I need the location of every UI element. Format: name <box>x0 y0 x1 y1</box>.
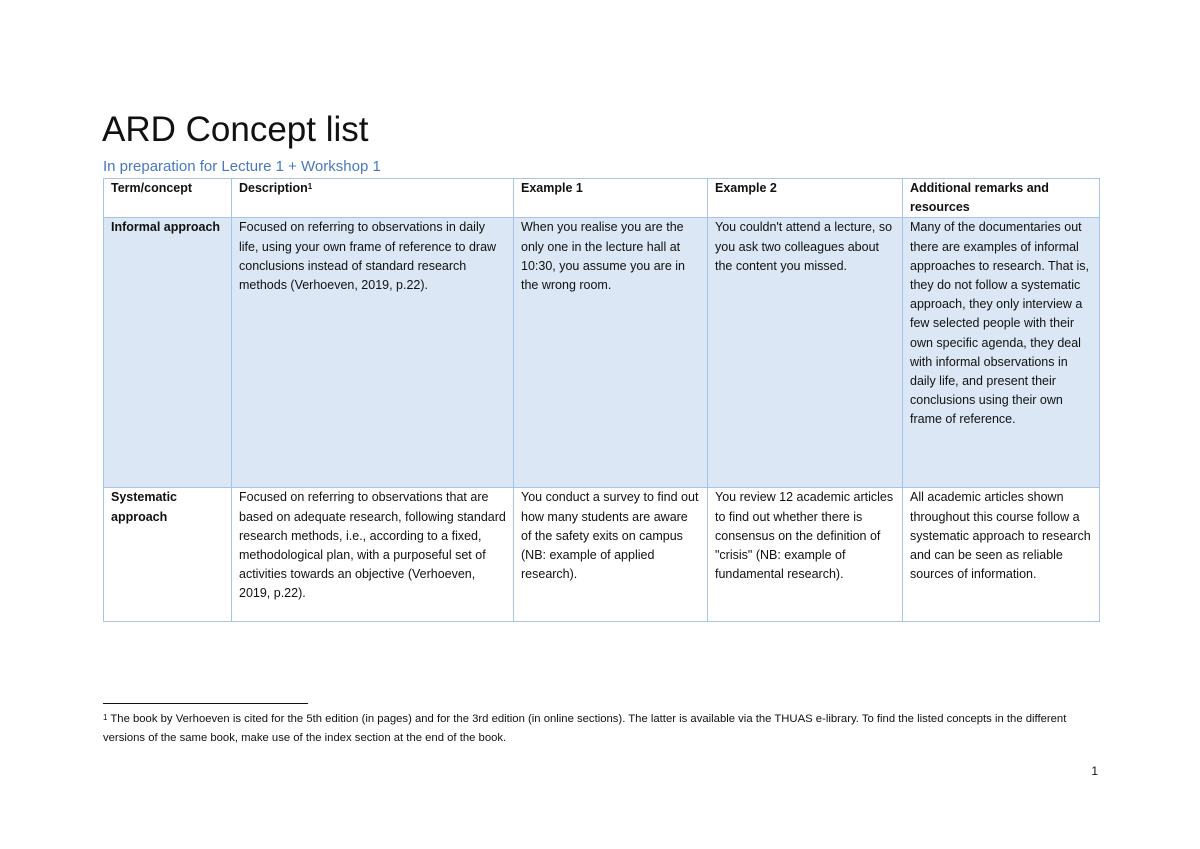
row-remarks: All academic articles shown throughout this course follow a systematic approach to research and can be seen as reliable sources of information. <box>903 488 1100 622</box>
header-remarks <box>903 179 1100 218</box>
page-title: ARD Concept list <box>102 110 369 149</box>
header-term-label: Term/concept <box>111 181 193 195</box>
header-description <box>232 179 514 218</box>
page-subtitle: In preparation for Lecture 1 + Workshop 1 <box>103 158 381 175</box>
header-remarks-label: Additional remarks and resources <box>910 181 1049 215</box>
row-example-1: You conduct a survey to find out how many students are aware of the safety exits on campus (NB: example of applied research). <box>514 488 708 622</box>
footnote <box>103 710 1093 748</box>
row-example-1: When you realise you are the only one in the lecture hall at 10:30, you assume you are in the wrong room. <box>514 218 708 488</box>
row-description: Focused on referring to observations that are based on adequate research, following standard research methods, i.e., according to a fixed, methodological plan, with a purposeful set of activities towards an objective (Verhoeven, 2019, p.22). <box>232 488 514 622</box>
table-row <box>104 218 1100 488</box>
footnote-separator <box>103 703 308 704</box>
row-remarks: Many of the documentaries out there are examples of informal approaches to research. That is, they do not follow a systematic approach, they only interview a few selected people with their own specific agenda, they deal with informal observations in daily life, and present their conclusions using their own frame of reference. <box>903 218 1100 488</box>
row-term: Informal approach <box>104 218 232 488</box>
footnote-number: 1 <box>103 713 108 722</box>
header-example-1 <box>514 179 708 218</box>
header-example-2-label: Example 2 <box>715 181 777 195</box>
header-example-1-label: Example 1 <box>521 181 583 195</box>
row-example-2: You review 12 academic articles to find out whether there is consensus on the definition of "crisis" (NB: example of fundamental research). <box>708 488 903 622</box>
footnote-marker: 1 <box>307 182 313 191</box>
row-description: Focused on referring to observations in daily life, using your own frame of reference to draw conclusions instead of standard research methods (Verhoeven, 2019, p.22). <box>232 218 514 488</box>
row-term: Systematic approach <box>104 488 232 622</box>
row-example-2: You couldn't attend a lecture, so you ask two colleagues about the content you missed. <box>708 218 903 488</box>
footnote-text: The book by Verhoeven is cited for the 5th edition (in pages) and for the 3rd edition (in online sections). The latter is available via the THUAS e-library. To find the listed concepts in the different versions of the same book, make use of the index section at the end of the book. <box>103 713 1067 744</box>
header-description-label: Description <box>239 181 308 195</box>
table-row <box>104 488 1100 622</box>
concept-table <box>103 178 1100 622</box>
table-header-row <box>104 179 1100 218</box>
header-term <box>104 179 232 218</box>
header-example-2 <box>708 179 903 218</box>
page-number: 1 <box>1091 764 1098 778</box>
